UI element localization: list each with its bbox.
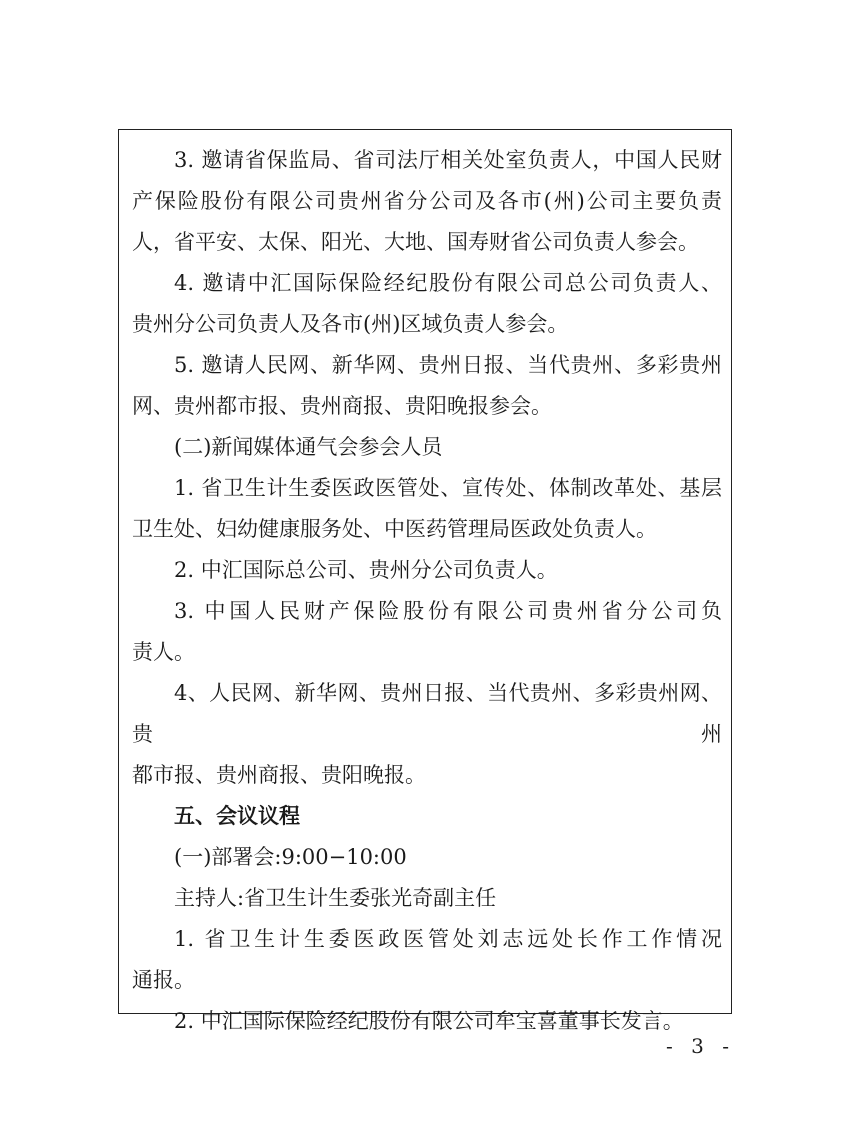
- media-item-1-line2: 卫生处、妇幼健康服务处、中医药管理局医政处负责人。: [132, 517, 657, 541]
- media-item-1-line1: 1. 省卫生计生委医政医管处、宣传处、体制改革处、基层: [174, 476, 722, 500]
- invite-item-5-line2: 网、贵州都市报、贵州商报、贵阳晚报参会。: [132, 394, 552, 418]
- invite-item-3-line3: 人，省平安、太保、阳光、大地、国寿财省公司负责人参会。: [132, 230, 699, 254]
- media-item-2: 2. 中汇国际总公司、贵州分公司负责人。: [174, 558, 558, 582]
- media-item-4-line2: 都市报、贵州商报、贵阳晚报。: [132, 763, 426, 787]
- media-item-3-line2: 责人。: [132, 640, 195, 664]
- host-line: 主持人:省卫生计生委张光奇副主任: [174, 886, 497, 910]
- media-item-3-line1: 3. 中国人民财产保险股份有限公司贵州省分公司负: [174, 599, 722, 623]
- invite-item-4-line1: 4. 邀请中汇国际保险经纪股份有限公司总公司负责人、: [174, 271, 722, 295]
- invite-item-3-line1: 3. 邀请省保监局、省司法厅相关处室负责人，中国人民财: [174, 148, 722, 172]
- agenda-item-2: 2. 中汇国际保险经纪股份有限公司牟宝喜董事长发言。: [174, 1009, 684, 1033]
- agenda-item-1-line1: 1. 省卫生计生委医政医管处刘志远处长作工作情况: [174, 927, 722, 951]
- media-item-4-line1: 4、人民网、新华网、贵州日报、当代贵州、多彩贵州网、贵州: [132, 681, 722, 746]
- invite-item-5-line1: 5. 邀请人民网、新华网、贵州日报、当代贵州、多彩贵州: [174, 353, 722, 377]
- document-body: [132, 140, 722, 1042]
- page-number: - 3 -: [666, 1034, 735, 1058]
- invite-item-4-line2: 贵州分公司负责人及各市(州)区域负责人参会。: [132, 312, 569, 336]
- agenda-heading: 五、会议议程: [174, 804, 300, 828]
- media-briefing-subheading: (二)新闻媒体通气会参会人员: [174, 435, 443, 459]
- deployment-meeting-subheading: (一)部署会:9:00−10:00: [174, 845, 407, 869]
- invite-item-3-line2: 产保险股份有限公司贵州省分公司及各市(州)公司主要负责: [132, 189, 722, 213]
- agenda-item-1-line2: 通报。: [132, 968, 195, 992]
